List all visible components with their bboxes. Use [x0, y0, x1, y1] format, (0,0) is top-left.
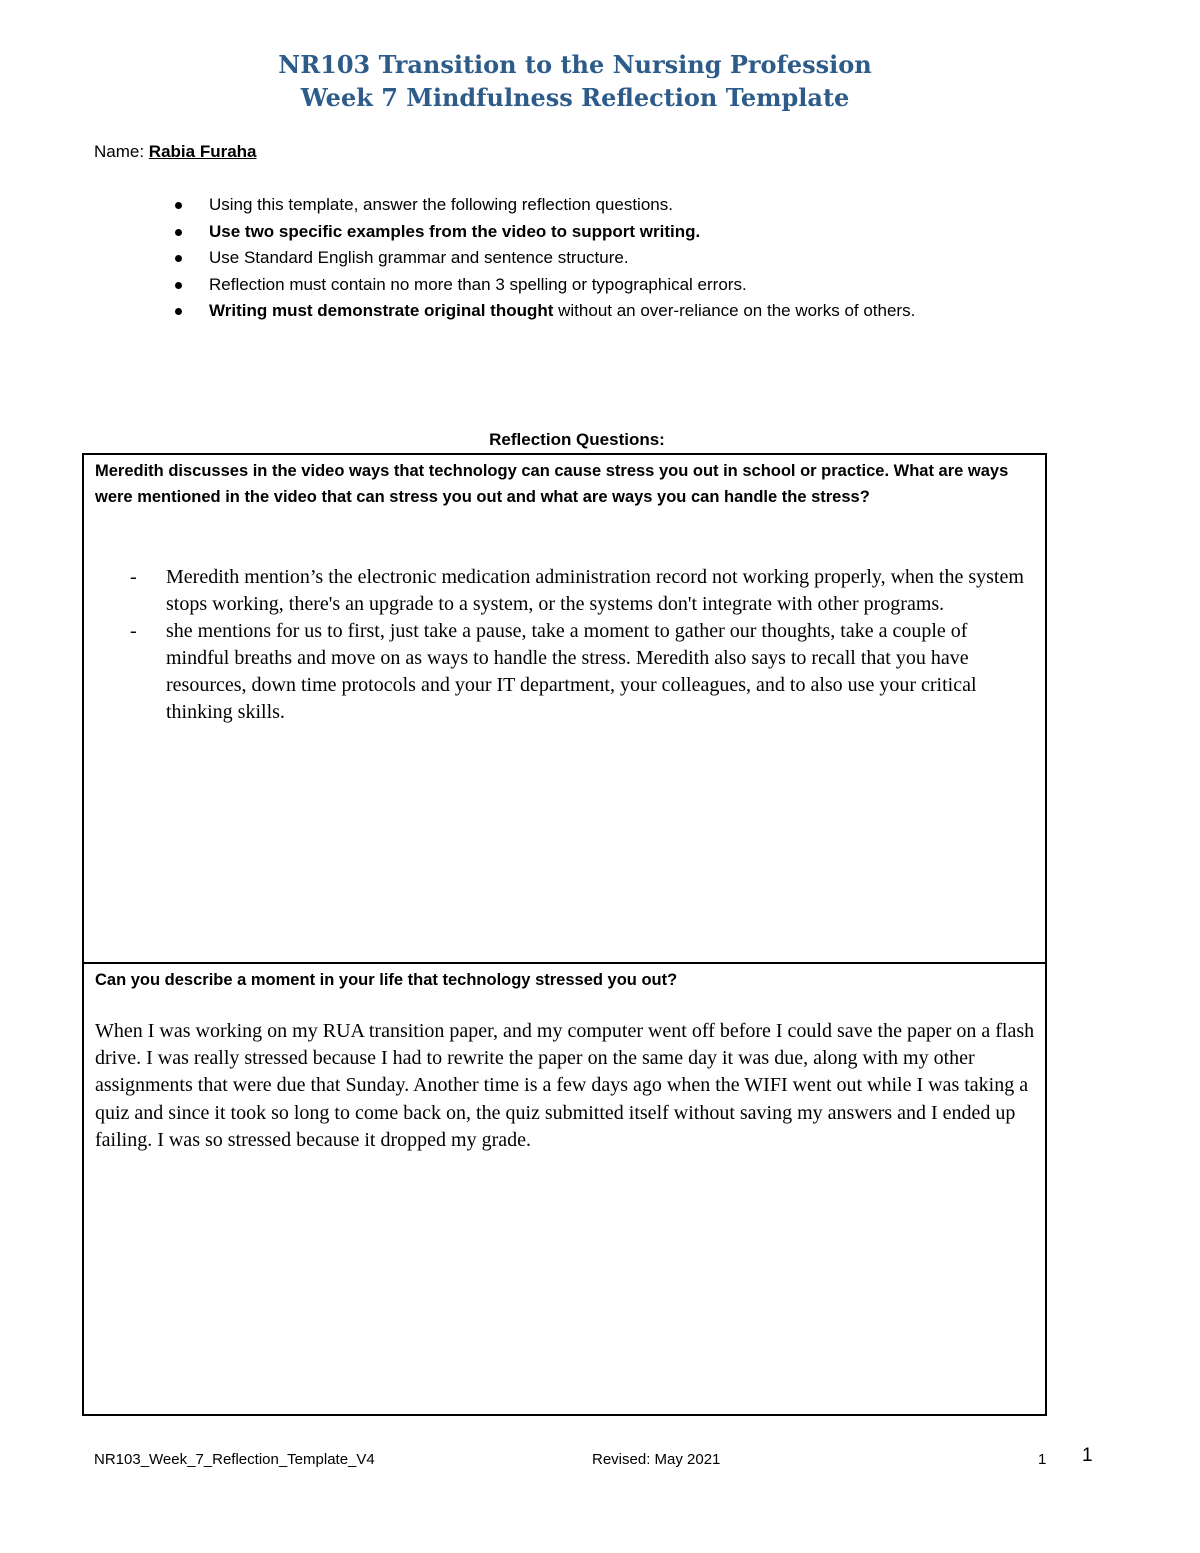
instruction-item: Use Standard English grammar and sentence structure. [170, 245, 915, 272]
name-label: Name: [94, 142, 149, 161]
instruction-item: Writing must demonstrate original thought without an over-reliance on the works of others. [170, 298, 915, 325]
answer-item: - Meredith mention’s the electronic medication administration record not working properly, when the system stops working, there's an upgrade to a system, or the systems don't integrate with other programs. [130, 564, 1025, 618]
instruction-item: Using this template, answer the following reflection questions. [170, 192, 915, 219]
answer-paragraph: When I was working on my RUA transition paper, and my computer went off before I could save the paper on a flash drive. I was really stressed because I had to rewrite the paper on the same day it was due, along with my other assignments that were due that Sunday. Another time is a few days ago when the WIFI went out while I was taking a quiz and since it took so long to come back on, the quiz submitted itself without saving my answers and I ended up failing. I was so stressed because it dropped my grade. [95, 1020, 1035, 1151]
reflection-table [82, 453, 1047, 1416]
instruction-item: Reflection must contain no more than 3 spelling or typographical errors. [170, 272, 915, 299]
page-number: 1 [1082, 1445, 1093, 1466]
template-title: Week 7 Mindfulness Reflection Template [300, 83, 850, 112]
footer-page-number: 1 [1038, 1451, 1047, 1468]
course-title: NR103 Transition to the Nursing Profession [278, 50, 872, 79]
question-text: Meredith discusses in the video ways that technology can cause stress you out in school or practice. What are ways were mentioned in the video that can stress you out and what are ways you can handle the stress? [95, 462, 1009, 506]
name-value: Rabia Furaha [148, 142, 257, 161]
reflection-questions-heading: Reflection Questions: [489, 430, 665, 449]
footer-revised-date: Revised: May 2021 [592, 1451, 721, 1468]
question-cell [84, 455, 1045, 964]
answer-item: - she mentions for us to first, just take a pause, take a moment to gather our thoughts, take a couple of mindful breaths and move on as ways to handle the stress. Meredith also says to recall that you have resources, down time protocols and your IT department, your colleagues, and to also use your critical thinking skills. [130, 618, 1025, 726]
student-name-line [94, 142, 257, 162]
footer-filename: NR103_Week_7_Reflection_Template_V4 [94, 1451, 375, 1468]
answer-list [130, 564, 1025, 726]
question-cell [84, 964, 1045, 1414]
instructions-list [170, 192, 915, 325]
document-title [0, 48, 1150, 114]
question-text: Can you describe a moment in your life that technology stressed you out? [95, 971, 678, 989]
instruction-item: Use two specific examples from the video to support writing. [170, 219, 915, 246]
